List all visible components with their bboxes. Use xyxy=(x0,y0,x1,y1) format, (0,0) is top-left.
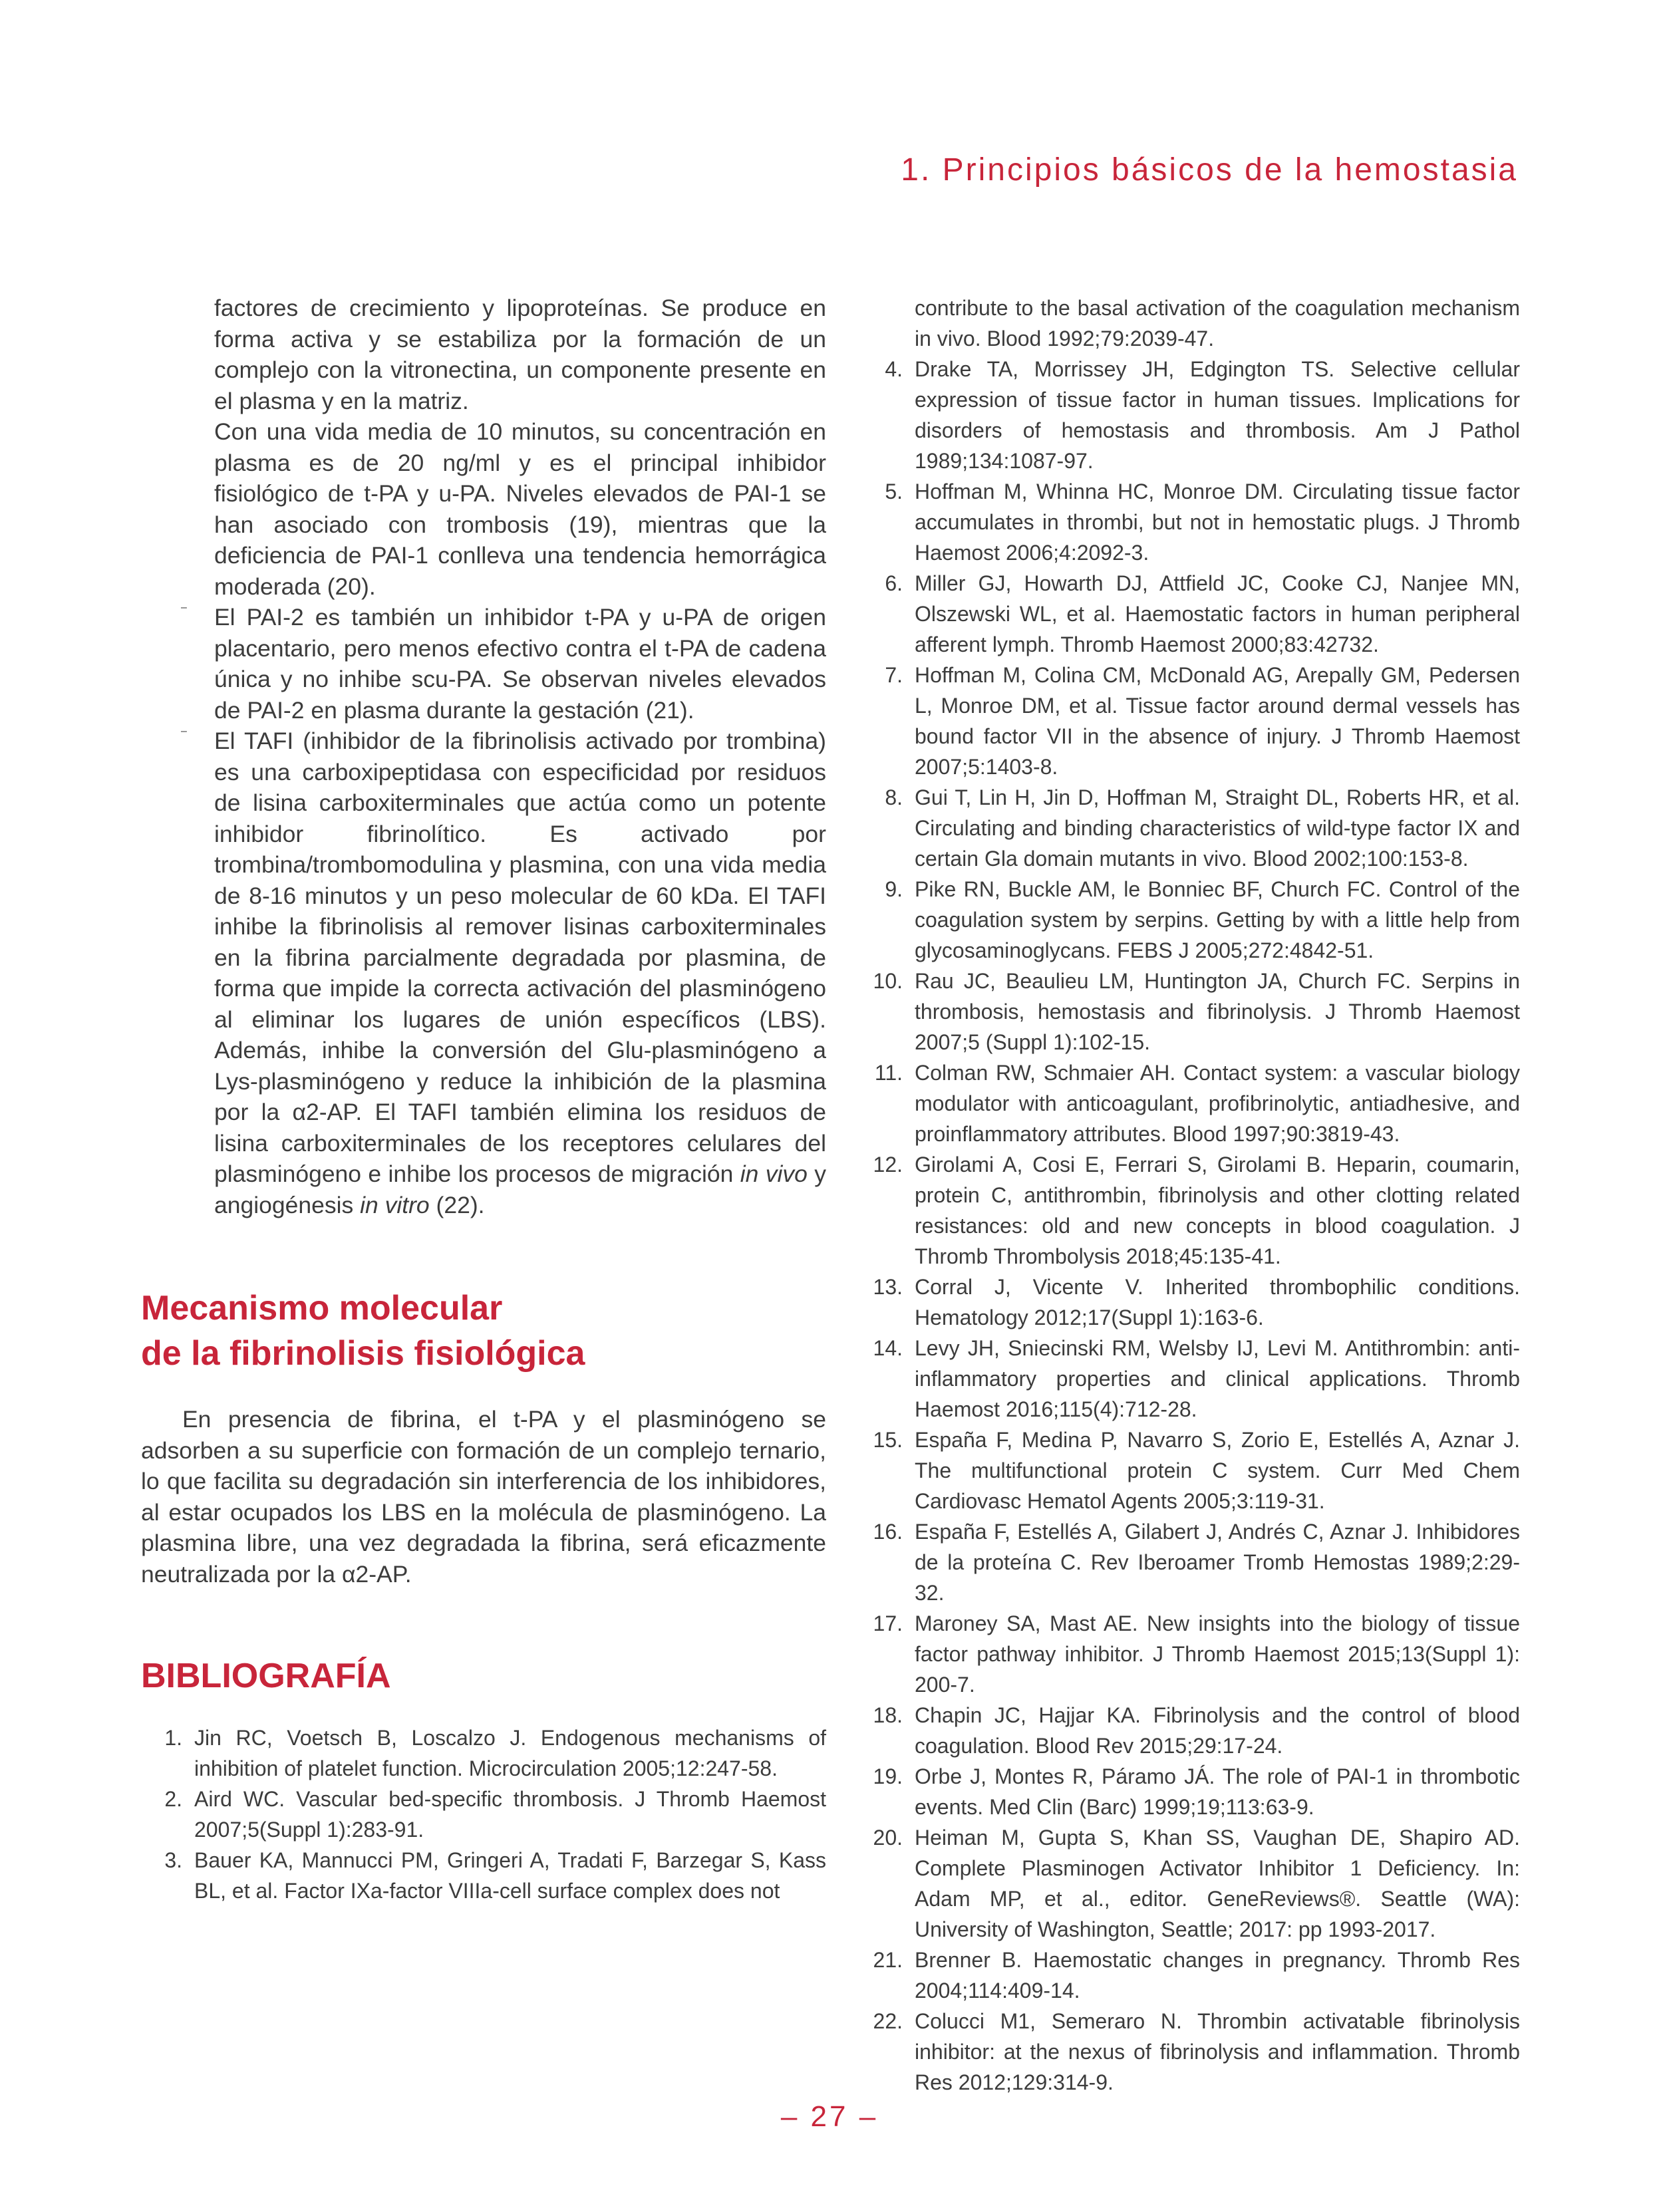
reference-item xyxy=(861,1608,1520,1700)
reference-text: Orbe J, Montes R, Páramo JÁ. The role of PAI-1 in thrombotic events. Med Clin (Barc) 1999;19;113:63-9. xyxy=(915,1764,1520,1819)
reference-text: Maroney SA, Mast AE. New insights into the biology of tissue factor pathway inhibitor. J Thromb Haemost 2015;13(Suppl 1): 200-7. xyxy=(915,1611,1520,1697)
reference-text: Levy JH, Sniecinski RM, Welsby IJ, Levi M. Antithrombin: anti-inflammatory properties and clinical applications. Thromb Haemost 2016;115(4):712-28. xyxy=(915,1336,1520,1421)
reference-item xyxy=(861,1149,1520,1272)
reference-text: España F, Medina P, Navarro S, Zorio E, Estellés A, Aznar J. The multifunctional protein C system. Curr Med Chem Cardiovasc Hematol Agents 2005;3:119-31. xyxy=(915,1428,1520,1513)
reference-item xyxy=(861,354,1520,476)
right-column xyxy=(861,293,1520,2098)
reference-item xyxy=(861,1057,1520,1149)
bibliography-title: BIBLIOGRAFÍA xyxy=(141,1657,391,1695)
reference-text: España F, Estellés A, Gilabert J, Andrés C, Aznar J. Inhibidores de la proteína C. Rev Iberoamer Tromb Hemostas 1989;2:29-32. xyxy=(915,1520,1520,1605)
reference-text: Rau JC, Beaulieu LM, Huntington JA, Church FC. Serpins in thrombosis, hemostasis and fibrinolysis. J Thromb Haemost 2007;5 (Suppl 1):102-15. xyxy=(915,969,1520,1054)
section-title: Mecanismo molecular de la fibrinolisis fisiológica xyxy=(141,1289,585,1373)
reference-text: Hoffman M, Whinna HC, Monroe DM. Circulating tissue factor accumulates in thrombi, but not in hemostatic plugs. J Thromb Haemost 2006;4:2092-3. xyxy=(915,480,1520,565)
reference-number: 9. xyxy=(885,877,903,901)
list-item-tafi xyxy=(141,726,826,1220)
reference-item xyxy=(861,1425,1520,1516)
reference-number: 17. xyxy=(873,1611,903,1635)
left-column xyxy=(141,293,826,1906)
reference-item xyxy=(861,1700,1520,1761)
reference-number: 4. xyxy=(885,357,903,381)
reference-number: 1. xyxy=(164,1726,182,1750)
reference-item xyxy=(861,1822,1520,1945)
reference-item xyxy=(861,874,1520,966)
reference-text: Colman RW, Schmaier AH. Contact system: a vascular biology modulator with anticoagulant, profibrinolytic, antiadhesive, and proinflammatory attributes. Blood 1997;90:3819-43. xyxy=(915,1061,1520,1146)
running-title: 1. Principios básicos de la hemostasia xyxy=(901,152,1518,188)
reference-number: 7. xyxy=(885,663,903,687)
reference-text: Girolami A, Cosi E, Ferrari S, Girolami B. Heparin, coumarin, protein C, antithrombin, fibrinolysis and other clotting related resistances: old and new concepts in blood coagulation. J Thromb Thrombolysis 2018;45:135-41. xyxy=(915,1153,1520,1268)
reference-item xyxy=(861,966,1520,1057)
reference-text: Brenner B. Haemostatic changes in pregnancy. Thromb Res 2004;114:409-14. xyxy=(915,1948,1520,2003)
in-vivo-term: in vivo xyxy=(740,1161,808,1187)
reference-number: 12. xyxy=(873,1153,903,1176)
in-vitro-term: in vitro xyxy=(360,1191,430,1218)
reference-number: 22. xyxy=(873,2009,903,2033)
reference-item xyxy=(861,660,1520,782)
reference-text: contribute to the basal activation of the coagulation mechanism in vivo. Blood 1992;79:2039-47. xyxy=(915,296,1520,350)
reference-text: Colucci M1, Semeraro N. Thrombin activatable fibrinolysis inhibitor: at the nexus of fibrinolysis and inflammation. Thromb Res 2012;129:314-9. xyxy=(915,2009,1520,2094)
reference-item xyxy=(861,568,1520,660)
page-number: – 27 – xyxy=(780,2100,879,2133)
reference-text: Bauer KA, Mannucci PM, Gringeri A, Tradati F, Barzegar S, Kass BL, et al. Factor IXa-factor VIIIa-cell surface complex does not xyxy=(194,1848,826,1903)
reference-item xyxy=(141,1723,826,1784)
reference-item xyxy=(141,1845,826,1906)
reference-item xyxy=(861,2006,1520,2098)
reference-number: 15. xyxy=(873,1428,903,1452)
reference-number: 20. xyxy=(873,1826,903,1850)
reference-number: 13. xyxy=(873,1275,903,1299)
reference-text: Hoffman M, Colina CM, McDonald AG, Arepally GM, Pedersen L, Monroe DM, et al. Tissue factor around dermal vessels has bound factor VII in the absence of injury. J Thromb Haemost 2007;5:1403-8. xyxy=(915,663,1520,779)
reference-item xyxy=(861,1272,1520,1333)
reference-item xyxy=(141,1784,826,1845)
reference-number: 3. xyxy=(164,1848,182,1872)
reference-item xyxy=(861,1945,1520,2006)
reference-text: Aird WC. Vascular bed-specific thrombosis. J Thromb Haemost 2007;5(Suppl 1):283-91. xyxy=(194,1787,826,1842)
reference-item xyxy=(861,1761,1520,1822)
reference-list-left xyxy=(141,1723,826,1906)
reference-item xyxy=(861,1516,1520,1608)
reference-number: 16. xyxy=(873,1520,903,1544)
reference-text: Jin RC, Voetsch B, Loscalzo J. Endogenous mechanisms of inhibition of platelet function. Microcirculation 2005;12:247-58. xyxy=(194,1726,826,1780)
dash-bullet: – xyxy=(181,602,187,613)
reference-item xyxy=(861,293,1520,354)
reference-number: 6. xyxy=(885,571,903,595)
list-item-pai2 xyxy=(141,602,826,726)
reference-item xyxy=(861,1333,1520,1425)
reference-number: 2. xyxy=(164,1787,182,1811)
pai1-paragraph: Con una vida media de 10 minutos, su concentración en plasma es de 20 ng/ml y es el principal inhibidor fisiológico de t-PA y u-PA. Niveles elevados de PAI-1 se han asociado con trombosis (19), mientras que la deficiencia de PAI-1 conlleva una tendencia hemorrágica moderada (20). xyxy=(214,418,826,600)
reference-item xyxy=(861,476,1520,568)
reference-number: 18. xyxy=(873,1703,903,1727)
tafi-text: El TAFI (inhibidor de la fibrinolisis activado por trombina) es una carboxipeptidasa con especificidad por residuos de lisina carboxiterminales que actúa como un potente inhibidor fibrinolítico. Es activado por trombina/trombomodulina y plasmina, con una vida media de 8-16 minutos y un peso molecular de 60 kDa. El TAFI inhibe la fibrinolisis al remover lisinas carboxiterminales en la fibrina parcialmente degradada por plasmina, de forma que impide la correcta activación del plasminógeno al eliminar los lugares de unión específicos (LBS). Además, inhibe la conversión del Glu-plasminógeno a Lys-plasminógeno y reduce la inhibición de la plasmina por la α2-AP. El TAFI también elimina los residuos de lisina carboxiterminales de los receptores celulares del plasminógeno e inhibe los procesos de migración in vivo y angiogénesis in vitro (22). xyxy=(214,728,826,1218)
reference-text: Chapin JC, Hajjar KA. Fibrinolysis and the control of blood coagulation. Blood Rev 2015;29:17-24. xyxy=(915,1703,1520,1758)
reference-number: 5. xyxy=(885,480,903,503)
dash-bullet: – xyxy=(181,726,187,737)
reference-text: Drake TA, Morrissey JH, Edgington TS. Selective cellular expression of tissue factor in human tissues. Implications for disorders of hemostasis and thrombosis. Am J Pathol 1989;134:1087-97. xyxy=(915,357,1520,473)
pai2-text: El PAI-2 es también un inhibidor t-PA y u-PA de origen placentario, pero menos efectivo contra el t-PA de cadena única y no inhibe scu-PA. Se observan niveles elevados de PAI-2 en plasma durante la gestación (21). xyxy=(214,604,826,724)
reference-number: 11. xyxy=(874,1061,903,1085)
reference-text: Heiman M, Gupta S, Khan SS, Vaughan DE, Shapiro AD. Complete Plasminogen Activator Inhibitor 1 Deficiency. In: Adam MP, et al., editor. GeneReviews®. Seattle (WA): University of Washington, Seattle; 2017: pp 1993-2017. xyxy=(915,1826,1520,1941)
reference-number: 8. xyxy=(885,785,903,809)
reference-list-right xyxy=(861,293,1520,2098)
reference-item xyxy=(861,782,1520,874)
mechanism-paragraph: En presencia de fibrina, el t-PA y el plasminógeno se adsorben a su superficie con formación de un complejo ternario, lo que facilita su degradación sin interferencia de los inhibidores, al estar ocupados los LBS en la molécula de plasminógeno. La plasmina libre, una vez degradada la fibrina, será eficazmente neutralizada por la α2-AP. xyxy=(141,1406,826,1588)
reference-number: 19. xyxy=(873,1764,903,1788)
intro-paragraph: factores de crecimiento y lipoproteínas. Se produce en forma activa y se estabiliza por la formación de un complejo con la vitronectina, un componente presente en el plasma y en la matriz. xyxy=(214,295,826,414)
reference-text: Pike RN, Buckle AM, le Bonniec BF, Church FC. Control of the coagulation system by serpins. Getting by with a little help from glycosaminoglycans. FEBS J 2005;272:4842-51. xyxy=(915,877,1520,962)
reference-text: Miller GJ, Howarth DJ, Attfield JC, Cooke CJ, Nanjee MN, Olszewski WL, et al. Haemostatic factors in human peripheral afferent lymph. Thromb Haemost 2000;83:42732. xyxy=(915,571,1520,656)
reference-text: Gui T, Lin H, Jin D, Hoffman M, Straight DL, Roberts HR, et al. Circulating and binding characteristics of wild-type factor IX and certain Gla domain mutants in vivo. Blood 2002;100:153-8. xyxy=(915,785,1520,871)
reference-text: Corral J, Vicente V. Inherited thrombophilic conditions. Hematology 2012;17(Suppl 1):163-6. xyxy=(915,1275,1520,1329)
pai1-continuation xyxy=(141,293,826,602)
reference-number: 10. xyxy=(873,969,903,993)
reference-number: 14. xyxy=(873,1336,903,1360)
reference-number: 21. xyxy=(873,1948,903,1972)
